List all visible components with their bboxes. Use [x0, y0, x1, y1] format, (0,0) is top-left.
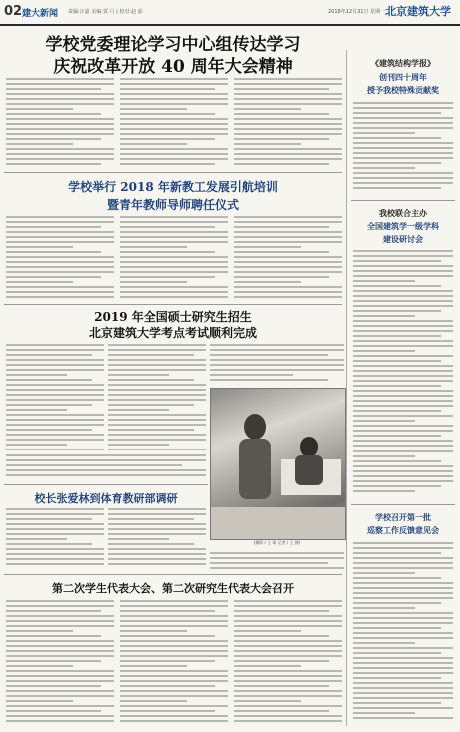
- article4-body-col2: [108, 508, 206, 570]
- headline-article5: 第二次学生代表大会、第二次研究生代表大会召开: [52, 582, 294, 595]
- headline-article1-line2: 庆祝改革开放 40 周年大会精神: [53, 57, 293, 77]
- sidebar-item1-title1: 创刊四十周年: [379, 72, 427, 82]
- sidebar-item1-title2: 授予我校特殊贡献奖: [367, 85, 439, 95]
- article3-body-col3: [210, 344, 344, 384]
- sidebar-item1-body: [353, 102, 453, 194]
- article5-body: [6, 600, 114, 726]
- headline-article2-line2: 暨青年教师导师聘任仪式: [106, 198, 239, 212]
- sidebar-item2-title2: 全国建筑学一级学科: [367, 221, 439, 231]
- article1-body-col3: [234, 78, 342, 168]
- divider: [4, 574, 342, 575]
- article3-body-col1b: [6, 454, 206, 482]
- divider: [4, 304, 342, 305]
- sidebar-item3-title1: 学校召开第一批: [375, 512, 431, 522]
- issue-date: 2018年12月31日 星期一: [328, 9, 386, 15]
- article4-body: [6, 508, 104, 570]
- article1-body: [6, 78, 114, 168]
- exam-room-photo: [210, 388, 346, 540]
- article2-body-col3: [234, 216, 342, 300]
- sidebar-item1-column: 《建筑结构学报》: [371, 58, 435, 68]
- photo-caption: (摄影 / 王 琦 记者 / 王 健): [253, 540, 301, 545]
- article5-body-col2: [120, 600, 228, 726]
- editor-credits: 责编:汪嘉 美编:贾 月 | 校对:赵 茹: [68, 9, 143, 15]
- divider: [351, 504, 455, 505]
- headline-article2-line1: 学校举行 2018 年新教工发展引航培训: [68, 180, 278, 194]
- article1-body-col2: [120, 78, 228, 168]
- headline-article1-line1: 学校党委理论学习中心组传达学习: [45, 35, 301, 55]
- headline-article4: 校长张爱林到体育教研部调研: [34, 492, 178, 505]
- headline-article3-line2: 北京建筑大学考点考试顺利完成: [88, 326, 257, 340]
- paper-logo: 北京建筑大学: [385, 5, 451, 18]
- sidebar: [346, 50, 457, 726]
- divider: [4, 172, 342, 173]
- page-number: 02: [4, 4, 23, 19]
- article3-body-col2: [108, 344, 206, 450]
- headline-article3-line1: 2019 年全国硕士研究生招生: [94, 310, 252, 324]
- sidebar-item2-title3: 建设研讨会: [383, 234, 423, 244]
- masthead: [0, 0, 460, 26]
- sidebar-item2-title1: 我校联合主办: [379, 208, 427, 218]
- article2-body-col2: [120, 216, 228, 300]
- sidebar-item2-body: [353, 250, 453, 498]
- article2-body: [6, 216, 114, 300]
- sidebar-item3-title2: 巡察工作反馈意见会: [367, 525, 439, 535]
- section-name: 建大新闻: [22, 9, 59, 19]
- article4-body-col3: [210, 552, 344, 572]
- sidebar-item3-body: [353, 542, 453, 722]
- article5-body-col3: [234, 600, 342, 726]
- article3-body: [6, 344, 104, 450]
- photo-figures: [211, 389, 345, 539]
- divider: [4, 484, 208, 485]
- divider: [351, 200, 455, 201]
